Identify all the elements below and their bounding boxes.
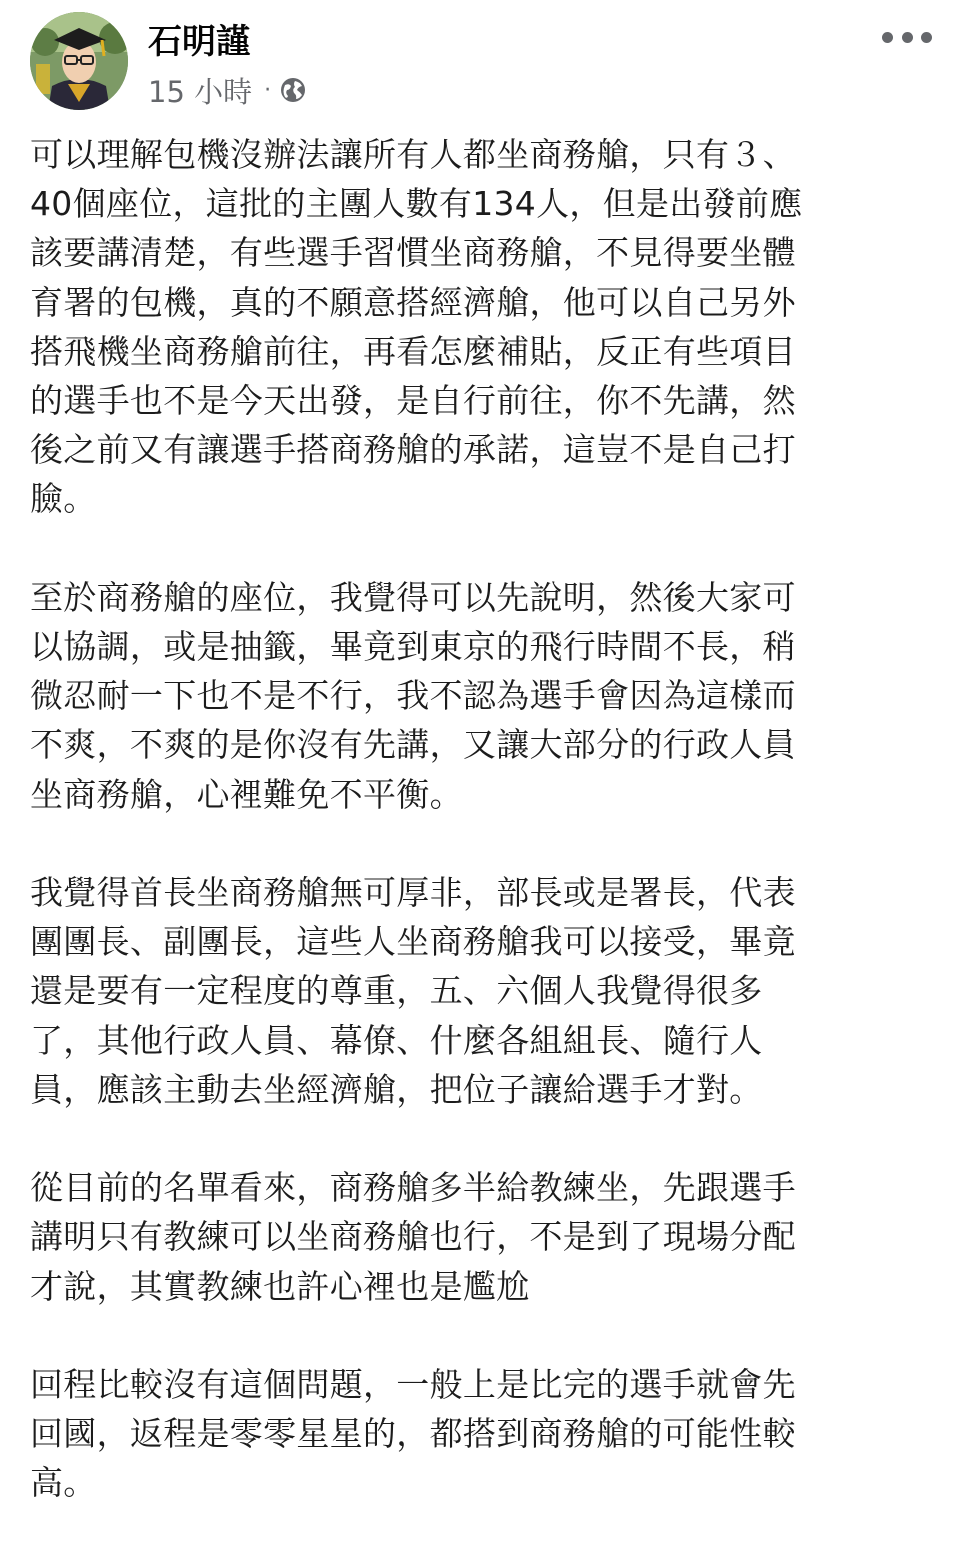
post-paragraph (30, 130, 910, 524)
more-dots-icon (882, 32, 893, 43)
text-line: 員，應該主動去坐經濟艙，把位子讓給選手才對。 (30, 1069, 763, 1109)
text-line: 的選手也不是今天出發，是自行前往，你不先講，然 (30, 381, 796, 421)
text-line: 回程比較沒有這個問題，一般上是比完的選手就會先 (30, 1365, 796, 1405)
text-line: 坐商務艙，心裡難免不平衡。 (30, 774, 463, 814)
post-paragraph (30, 868, 910, 1114)
post-paragraph (30, 1360, 910, 1508)
more-dots-icon (902, 32, 913, 43)
globe-icon (279, 76, 307, 104)
more-options-button[interactable] (882, 22, 932, 52)
text-line: 回國，返程是零零星星的，都搭到商務艙的可能性較 (30, 1414, 796, 1454)
text-line: 以協調，或是抽籤，畢竟到東京的飛行時間不長，稍 (30, 627, 796, 667)
text-line: 團團長、副團長，這些人坐商務艙我可以接受，畢竟 (30, 922, 796, 962)
post-paragraph (30, 573, 910, 819)
text-line: 育署的包機，真的不願意搭經濟艙，他可以自己另外 (30, 282, 796, 322)
text-line: 搭飛機坐商務艙前往，再看怎麼補貼，反正有些項目 (30, 331, 796, 371)
text-line: 了，其他行政人員、幕僚、什麼各組組長、隨行人 (30, 1020, 763, 1060)
post-body (30, 130, 910, 1557)
meta-separator: · (264, 77, 272, 103)
text-line: 才說，其實教練也許心裡也是尷尬 (30, 1266, 530, 1306)
text-line: 臉。 (30, 479, 97, 519)
text-line: 40個座位，這批的主團人數有134人，但是出發前應 (30, 184, 803, 224)
post-header (30, 12, 930, 112)
text-line: 從目前的名單看來，商務艙多半給教練坐，先跟選手 (30, 1168, 796, 1208)
avatar[interactable] (30, 12, 128, 110)
avatar-photo (30, 12, 128, 110)
text-line: 高。 (30, 1463, 97, 1503)
text-line: 可以理解包機沒辦法讓所有人都坐商務艙，只有３、 (30, 135, 796, 174)
text-line: 該要講清楚，有些選手習慣坐商務艙，不見得要坐體 (30, 233, 796, 273)
text-line: 微忍耐一下也不是不行，我不認為選手會因為這樣而 (30, 676, 796, 716)
post-meta (148, 72, 307, 108)
post-time[interactable]: 15 小時 (148, 74, 253, 109)
text-line: 不爽，不爽的是你沒有先講，又讓大部分的行政人員 (30, 725, 796, 765)
text-line: 後之前又有讓選手搭商務艙的承諾，這豈不是自己打 (30, 430, 796, 470)
text-line: 至於商務艙的座位，我覺得可以先說明，然後大家可 (30, 577, 796, 617)
post-paragraph (30, 1163, 910, 1311)
author-name[interactable]: 石明謹 (148, 22, 250, 62)
more-dots-icon (921, 32, 932, 43)
text-line: 我覺得首長坐商務艙無可厚非，部長或是署長，代表 (30, 873, 796, 913)
text-line: 講明只有教練可以坐商務艙也行，不是到了現場分配 (30, 1217, 796, 1257)
text-line: 還是要有一定程度的尊重，五、六個人我覺得很多 (30, 971, 763, 1011)
